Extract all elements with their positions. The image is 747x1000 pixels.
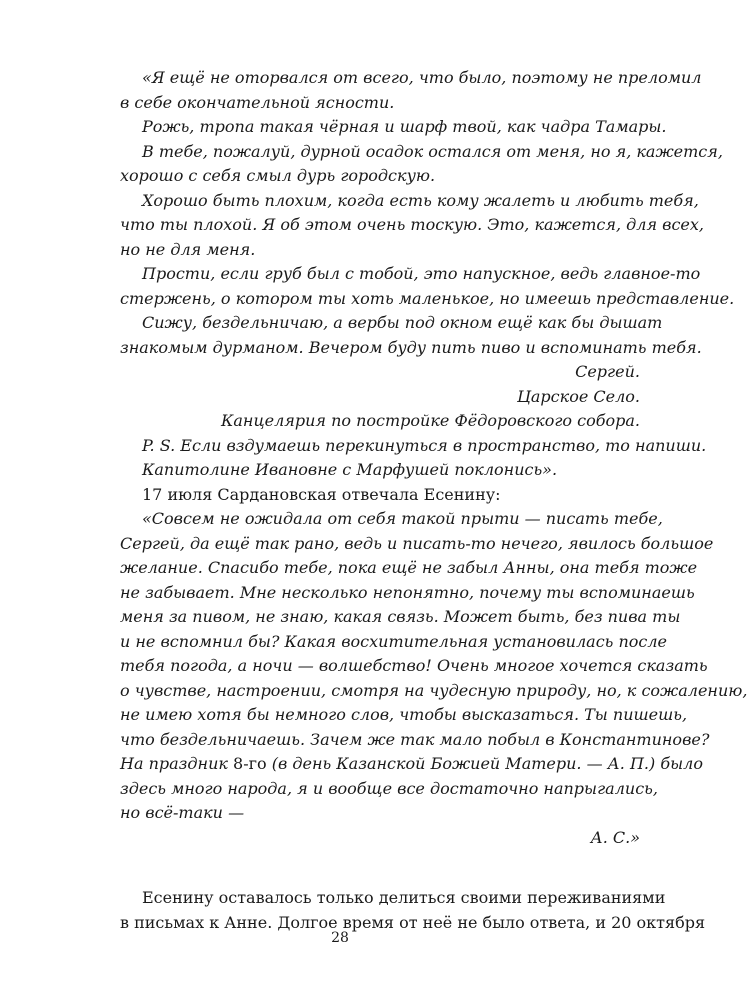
narrative-line: Есенину оставалось только делиться своими переживаниями [142, 888, 666, 907]
letter1-line: «Я ещё не оторвался от всего, что было, поэтому не преломил [142, 68, 702, 87]
letter2-text: На праздник [120, 754, 234, 773]
reply-intro: 17 июля Сардановская отвечала Есенину: [142, 484, 501, 504]
letter1-line: Хорошо быть плохим, когда есть кому жалеть и любить тебя, [142, 190, 699, 210]
letter1-line: хорошо с себя смыл дурь городскую. [120, 166, 436, 185]
letter2-text: (в день Казанской Божией Матери. — А. П.) было [266, 754, 703, 773]
paragraph-gap [120, 850, 640, 886]
letter2-line: желание. Спасибо тебе, пока ещё не забыл Анны, она тебя тоже [120, 558, 698, 577]
letter1-line: Прости, если груб был с тобой, это напускное, ведь главное-то [142, 264, 701, 283]
letter1-line: В тебе, пожалуй, дурной осадок остался от меня, но я, кажется, [142, 141, 723, 161]
signature-name: Сергей. [575, 362, 640, 381]
letter2-line: и не вспомнил бы? Какая восхитительная установилась после [120, 631, 668, 651]
letter2-line: здесь много народа, я и вообще все достаточно напрыгались, [120, 778, 658, 798]
page-number: 28 [331, 930, 349, 946]
postscript-line: Капитолине Ивановне с Марфушей поклонись». [142, 460, 558, 479]
letter2-line: «Совсем не ожидала от себя такой прыти — писать тебе, [142, 509, 663, 528]
letter2-line: Сергей, да ещё так рано, ведь и писать-то нечего, явилось большое [120, 533, 714, 553]
page-text [120, 66, 747, 935]
letter1-line: что ты плохой. Я об этом очень тоскую. Это, кажется, для всех, [120, 215, 704, 234]
signature-place: Царское Село. [516, 386, 640, 406]
holiday-date: 8-го [233, 754, 267, 773]
letter2-line: меня за пивом, не знаю, какая связь. Может быть, без пива ты [120, 607, 681, 626]
letter2-line: что бездельничаешь. Зачем же так мало побыл в Константинове? [120, 729, 710, 749]
letter2-line [120, 752, 703, 777]
letter2-initials: А. С.» [590, 827, 640, 847]
letter1-line: Рожь, тропа такая чёрная и шарф твой, как чадра Тамары. [142, 117, 667, 136]
letter1-line: Сижу, бездельничаю, а вербы под окном ещё как бы дышат [142, 313, 663, 332]
letter1-line: стержень, о котором ты хоть маленькое, но имеешь представление. [120, 288, 735, 308]
signature-office: Канцелярия по постройке Фёдоровского собора. [220, 411, 640, 430]
narrative-line: в письмах к Анне. Долгое время от неё не было ответа, и 20 октября [120, 912, 706, 932]
postscript-line: P. S. Если вздумаешь перекинуться в пространство, то напиши. [142, 435, 707, 455]
letter2-line: не забывает. Мне несколько непонятно, почему ты вспоминаешь [120, 582, 695, 602]
letter2-line: о чувстве, настроении, смотря на чудесную природу, но, к сожалению, [120, 680, 747, 700]
letter1-line: но не для меня. [120, 239, 256, 259]
letter1-line: в себе окончательной ясности. [120, 92, 395, 112]
letter2-line: тебя погода, а ночи — волшебство! Очень многое хочется сказать [120, 656, 708, 675]
letter2-line: не имею хотя бы немного слов, чтобы высказаться. Ты пишешь, [120, 705, 688, 724]
letter2-line: но всё-таки — [120, 803, 245, 822]
letter1-line: знакомым дурманом. Вечером буду пить пиво и вспоминать тебя. [120, 337, 702, 357]
